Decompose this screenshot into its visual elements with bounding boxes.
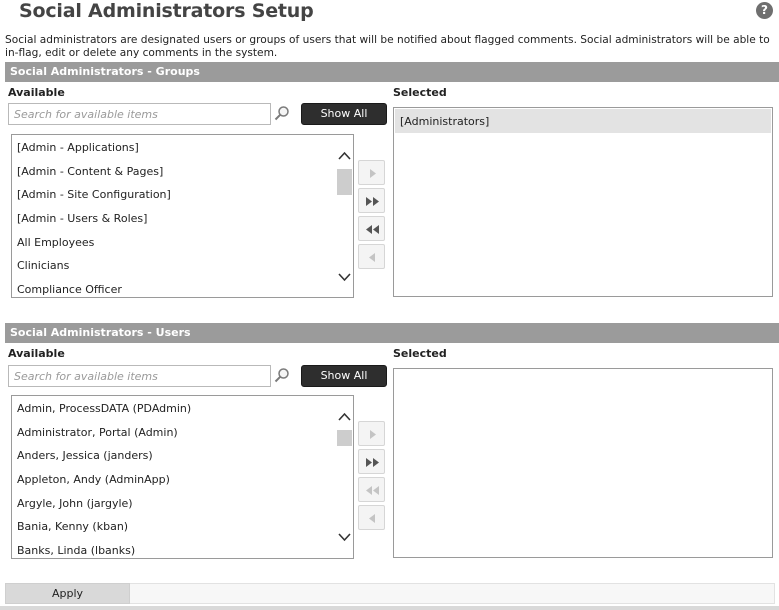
- arrow-right-icon: [359, 422, 386, 447]
- list-item[interactable]: Bania, Kenny (kban): [17, 520, 129, 534]
- users-search-input[interactable]: [8, 365, 271, 387]
- double-arrow-right-icon: [359, 450, 386, 475]
- list-item[interactable]: Anders, Jessica (janders): [17, 449, 153, 463]
- move-left-button[interactable]: [358, 505, 385, 530]
- scroll-up-icon[interactable]: [336, 148, 353, 164]
- page-description: Social administrators are designated users or groups of users that will be notified about flagged comments. Social administrators will be able to in-flag, edit or delete any comments in the system.: [5, 34, 770, 59]
- move-all-left-button[interactable]: [358, 477, 385, 502]
- move-right-button[interactable]: [358, 421, 385, 446]
- list-item[interactable]: [Admin - Content & Pages]: [17, 164, 164, 178]
- list-item[interactable]: Admin, ProcessDATA (PDAdmin): [17, 402, 192, 415]
- arrow-left-icon: [359, 245, 386, 270]
- groups-scrollbar[interactable]: [336, 135, 353, 297]
- move-right-button[interactable]: [358, 160, 385, 185]
- users-show-all-button[interactable]: Show All: [301, 365, 387, 387]
- users-available-label: Available: [8, 347, 65, 360]
- groups-show-all-button[interactable]: Show All: [301, 103, 387, 125]
- groups-section-header: Social Administrators - Groups: [5, 62, 779, 82]
- groups-search-input[interactable]: [8, 103, 271, 125]
- list-item[interactable]: All Employees: [17, 235, 95, 249]
- move-all-left-button[interactable]: [358, 216, 385, 241]
- double-arrow-right-icon: [359, 189, 386, 214]
- list-item[interactable]: Administrator, Portal (Admin): [17, 425, 178, 439]
- double-arrow-left-icon: [359, 217, 386, 242]
- move-left-button[interactable]: [358, 244, 385, 269]
- groups-available-label: Available: [8, 86, 65, 99]
- users-scrollbar[interactable]: [336, 396, 353, 558]
- users-selected-list[interactable]: [393, 368, 773, 558]
- users-selected-label: Selected: [393, 347, 447, 360]
- groups-selected-label: Selected: [393, 86, 447, 99]
- selected-list-item[interactable]: [Administrators]: [395, 109, 771, 133]
- list-item[interactable]: Appleton, Andy (AdminApp): [17, 473, 170, 487]
- arrow-left-icon: [359, 506, 386, 531]
- list-item[interactable]: Argyle, John (jargyle): [17, 496, 133, 510]
- scroll-thumb[interactable]: [337, 430, 352, 446]
- page-title: Social Administrators Setup: [19, 0, 314, 22]
- list-item[interactable]: Banks, Linda (lbanks): [17, 544, 136, 558]
- users-section-header: Social Administrators - Users: [5, 323, 779, 343]
- users-available-list[interactable]: [11, 395, 354, 559]
- bottom-strip: [0, 606, 779, 610]
- scroll-thumb[interactable]: [337, 169, 352, 195]
- help-icon[interactable]: ?: [756, 2, 773, 19]
- list-item[interactable]: [Admin - Applications]: [17, 141, 139, 154]
- list-item[interactable]: Compliance Officer: [17, 283, 122, 297]
- search-icon[interactable]: [274, 105, 290, 121]
- move-all-right-button[interactable]: [358, 188, 385, 213]
- search-icon[interactable]: [274, 367, 290, 383]
- list-item[interactable]: Clinicians: [17, 259, 70, 273]
- list-item[interactable]: [Admin - Users & Roles]: [17, 212, 148, 226]
- groups-available-list[interactable]: [11, 134, 354, 298]
- scroll-down-icon[interactable]: [336, 529, 353, 545]
- groups-selected-list[interactable]: [393, 107, 773, 297]
- double-arrow-left-icon: [359, 478, 386, 503]
- move-all-right-button[interactable]: [358, 449, 385, 474]
- scroll-up-icon[interactable]: [336, 409, 353, 425]
- scroll-down-icon[interactable]: [336, 269, 353, 285]
- list-item[interactable]: [Admin - Site Configuration]: [17, 188, 171, 202]
- apply-button[interactable]: Apply: [5, 583, 130, 604]
- arrow-right-icon: [359, 161, 386, 186]
